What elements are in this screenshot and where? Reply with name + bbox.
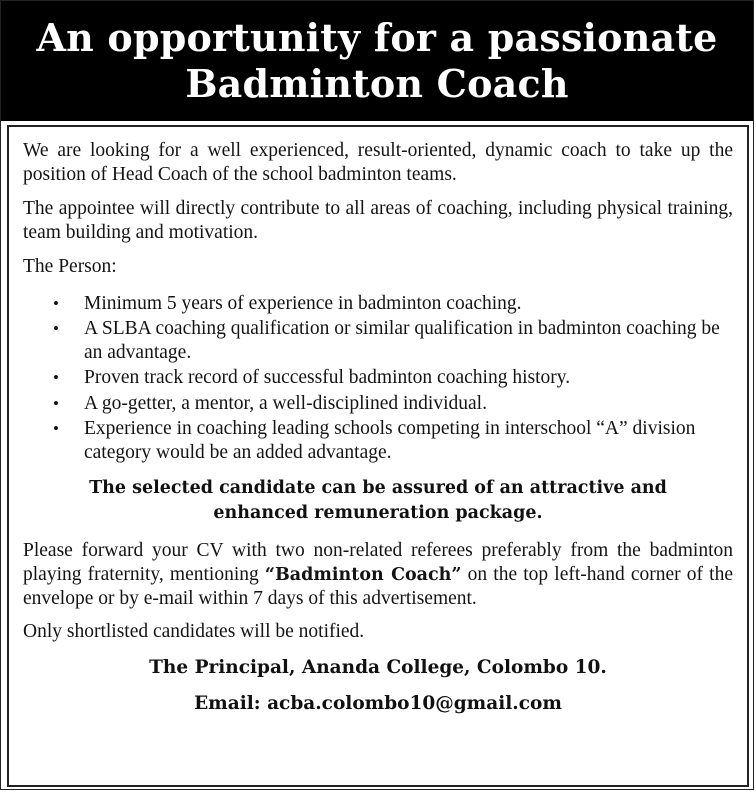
- application-text-end: on the top left-hand corner of the envelope or by e-mail within 7 days of this advertisement.: [23, 563, 733, 609]
- bullet-icon: •: [53, 293, 59, 313]
- contact-email: Email: acba.colombo10@gmail.com: [194, 693, 562, 714]
- list-item: [23, 292, 733, 316]
- bullet-icon: •: [53, 368, 59, 387]
- header-banner: [1, 1, 753, 121]
- requirement-text: A go-getter, a mentor, a well-disciplined individual.: [84, 392, 487, 414]
- remuneration-line-2: enhanced remuneration package.: [213, 503, 543, 523]
- requirement-text: Minimum 5 years of experience in badminton coaching.: [84, 292, 522, 314]
- application-text-start: Please forward your CV with two non-related referees preferably from the badminton playing fraternity, mentioning: [23, 540, 733, 585]
- title-line-2: Badminton Coach: [185, 61, 569, 106]
- list-item: [23, 392, 733, 416]
- list-item: [23, 317, 733, 364]
- requirements-list: [23, 292, 733, 465]
- remuneration-statement: [23, 476, 733, 526]
- list-item: [23, 366, 733, 390]
- requirement-text: Experience in coaching leading schools competing in interschool “A” division category would be an added advantage.: [84, 418, 696, 463]
- application-paragraph: [23, 539, 733, 611]
- bullet-icon: •: [53, 319, 59, 338]
- person-heading: The Person:: [23, 256, 117, 277]
- bullet-icon: •: [53, 419, 59, 438]
- shortlist-notice: Only shortlisted candidates will be notified.: [23, 620, 365, 642]
- application-subject-label: “Badminton Coach”: [264, 564, 462, 585]
- remuneration-line-1: The selected candidate can be assured of an attractive and: [89, 478, 667, 498]
- requirement-text: A SLBA coaching qualification or similar qualification in badminton coaching be an advantage.: [84, 318, 720, 363]
- intro-paragraph: We are looking for a well experienced, result-oriented, dynamic coach to take up the position of Head Coach of the school badminton teams.: [23, 140, 733, 185]
- list-item: [23, 417, 733, 464]
- role-paragraph: The appointee will directly contribute to all areas of coaching, including physical training, team building and motivation.: [23, 198, 733, 243]
- content-box: [7, 125, 749, 787]
- contact-address: The Principal, Ananda College, Colombo 10.: [149, 657, 607, 678]
- requirement-text: Proven track record of successful badminton coaching history.: [84, 367, 571, 388]
- title-line-1: An opportunity for a passionate: [36, 15, 718, 60]
- bullet-icon: •: [53, 393, 59, 413]
